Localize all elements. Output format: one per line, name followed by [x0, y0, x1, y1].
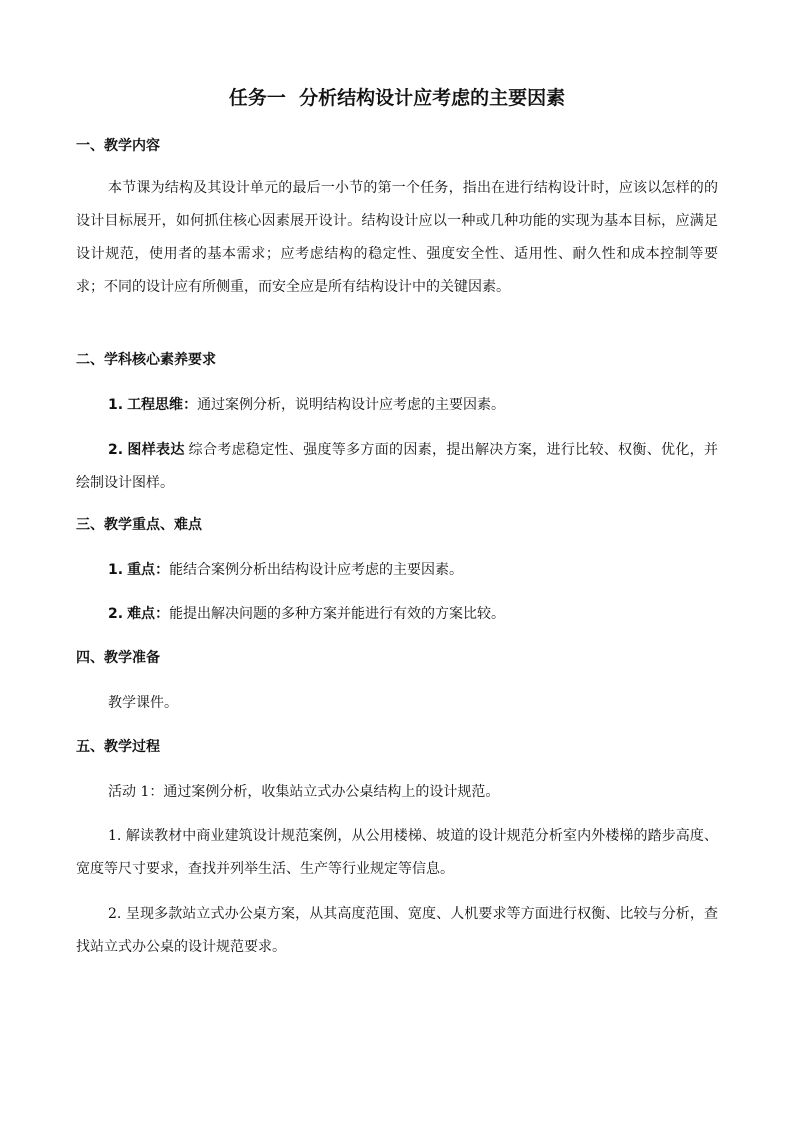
item-text: 通过案例分析，说明结构设计应考虑的主要因素。 [197, 397, 506, 413]
item-number: 2. [108, 606, 124, 622]
activity-1-paragraph: 活动 1：通过案例分析，收集站立式办公桌结构上的设计规范。 [108, 784, 500, 800]
item-number: 2. [108, 442, 124, 458]
item-text: 综合考虑稳定性、强度等多方面的因素，提出解决方案，进行比较、权衡、优化，并绘制设计图样。 [76, 442, 718, 491]
item-label: 图样表达 [127, 442, 185, 458]
item-number: 1. [108, 397, 124, 413]
item-text: 能结合案例分析出结构设计应考虑的主要因素。 [169, 562, 464, 578]
document-title: 任务一 分析结构设计应考虑的主要因素 [228, 87, 566, 109]
section-heading-core-literacy: 二、学科核心素养要求 [76, 352, 216, 368]
teaching-content-paragraph: 本节课为结构及其设计单元的最后一小节的第一个任务，指出在进行结构设计时，应该以怎样的的设计目标展开，如何抓住核心因素展开设计。结构设计应以一种或几种功能的实现为基本目标，应满足设计规范，使用者的基本需求；应考虑结构的稳定性、强度安全性、适用性、耐久性和成本控制等要求；不同的设计应有所侧重，而安全应是所有结构设计中的关键因素。 [76, 180, 718, 295]
section-heading-preparation: 四、教学准备 [76, 650, 160, 666]
core-literacy-item-2 [76, 434, 718, 500]
item-text: 能提出解决问题的多种方案并能进行有效的方案比较。 [169, 606, 506, 622]
item-label: 工程思维 [127, 397, 184, 413]
key-point-item [76, 554, 718, 587]
document-page [76, 0, 718, 1123]
item-number: 1. [108, 562, 124, 578]
item-label: 难点 [127, 606, 156, 622]
difficult-point-item [76, 598, 718, 631]
process-step-1: 1. 解读教材中商业建筑设计规范案例，从公用楼梯、坡道的设计规范分析室内外楼梯的踏步高度、宽度等尺寸要求，查找并列举生活、生产等行业规定等信息。 [76, 828, 718, 877]
preparation-paragraph: 教学课件。 [108, 695, 178, 711]
item-label: 重点 [127, 562, 156, 578]
core-literacy-item-1 [76, 389, 718, 422]
item-separator: ： [155, 606, 170, 622]
process-step-2: 2. 呈现多款站立式办公桌方案，从其高度范围、宽度、人机要求等方面进行权衡、比较与分析，查找站立式办公桌的设计规范要求。 [76, 906, 718, 955]
item-separator: ： [183, 397, 198, 413]
section-heading-teaching-process: 五、教学过程 [76, 739, 160, 755]
item-separator: ： [155, 562, 170, 578]
section-heading-key-points: 三、教学重点、难点 [76, 517, 202, 533]
section-heading-teaching-content: 一、教学内容 [76, 138, 160, 154]
